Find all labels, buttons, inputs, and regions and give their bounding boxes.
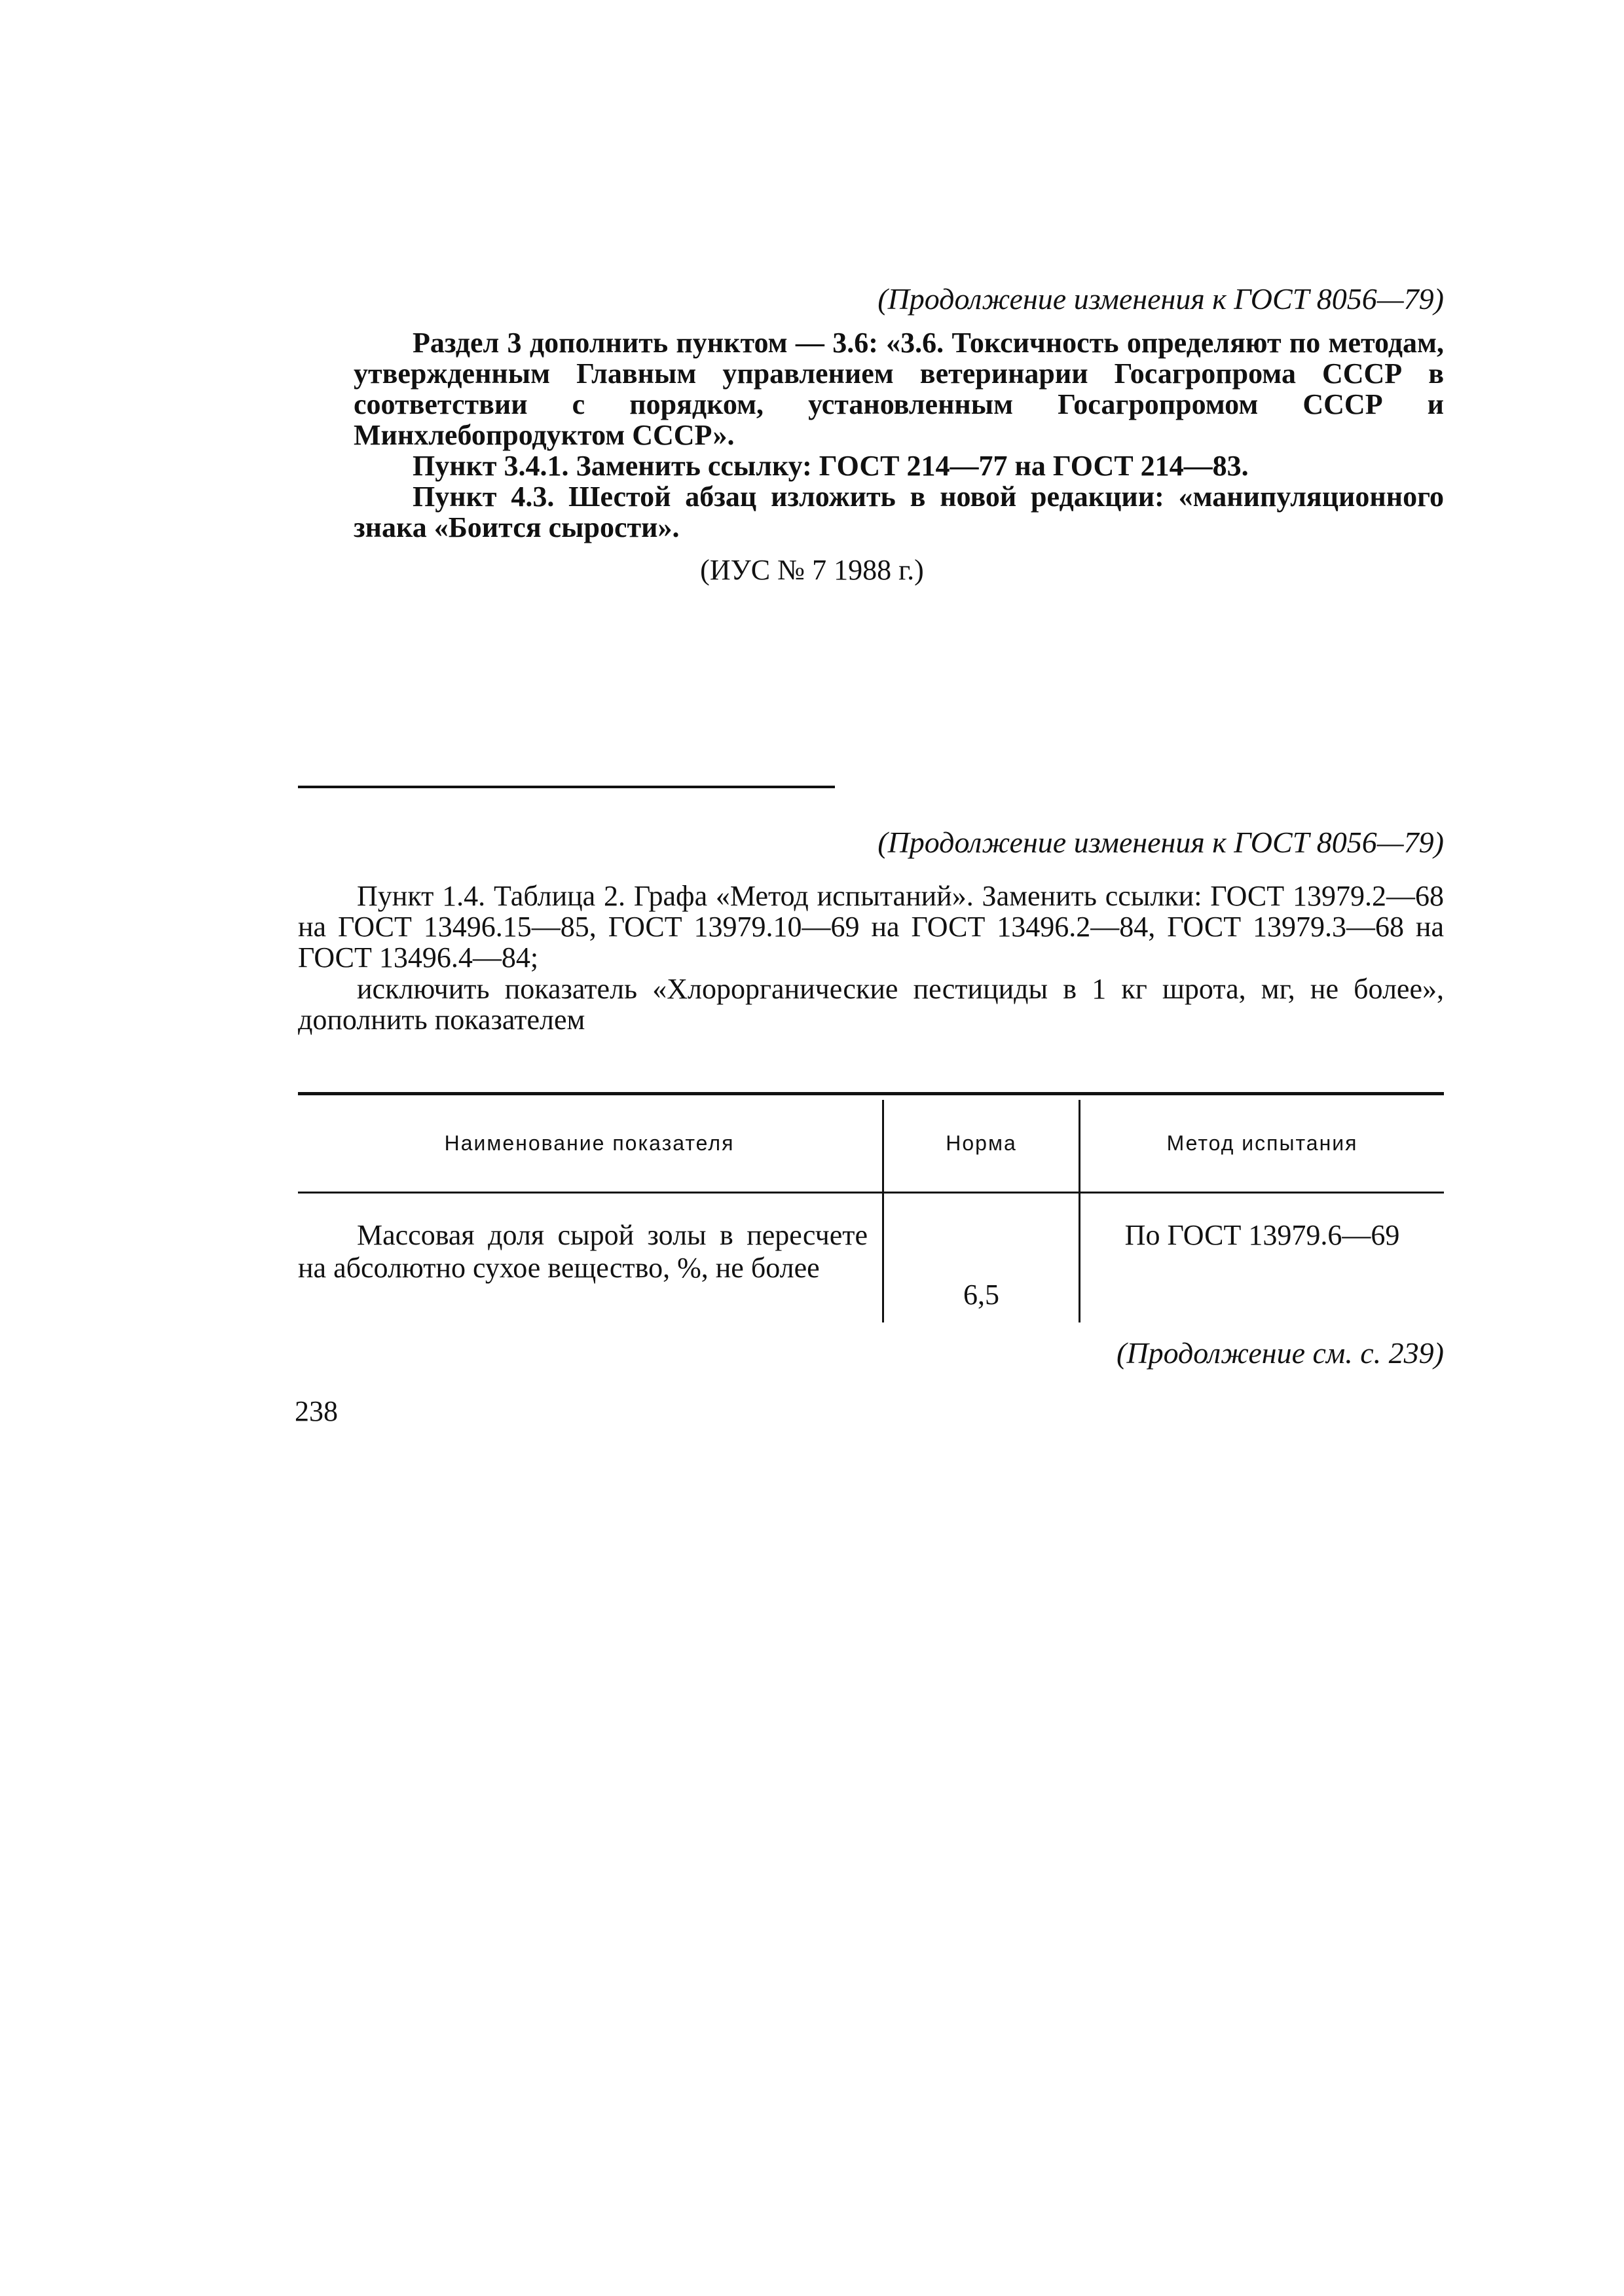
table-row-norm: 6,5 xyxy=(963,1279,999,1311)
continuation-note: (Продолжение см. с. 239) xyxy=(1116,1336,1444,1370)
amendment-1-paragraph-3: Пункт 4.3. Шестой абзац изложить в новой редакции: «манипуляционного знака «Боится сырости». xyxy=(354,481,1444,543)
table-row-name: Массовая доля сырой золы в пересчете на абсолютно сухое вещество, %, не более xyxy=(298,1219,868,1284)
amendment-1-paragraph-2: Пункт 3.4.1. Заменить ссылку: ГОСТ 214—77 на ГОСТ 214—83. xyxy=(413,450,1249,482)
continuation-header-2: (Продолжение изменения к ГОСТ 8056—79) xyxy=(877,826,1444,859)
continuation-header-1: (Продолжение изменения к ГОСТ 8056—79) xyxy=(877,282,1444,316)
table-header-method: Метод испытания xyxy=(1166,1131,1358,1155)
amendment-2-paragraph-1: Пункт 1.4. Таблица 2. Графа «Метод испытаний». Заменить ссылки: ГОСТ 13979.2—68 на ГОСТ 13496.15—85, ГОСТ 13979.10—69 на ГОСТ 13496.2—84, ГОСТ 13979.3—68 на ГОСТ 13496.4—84; xyxy=(298,880,1444,974)
table-header-rule xyxy=(298,1192,1444,1194)
amendment-1-source: (ИУС № 7 1988 г.) xyxy=(700,554,924,586)
amendment-1-paragraph-1: Раздел 3 дополнить пунктом — 3.6: «3.6. Токсичность определяют по методам, утвержденным Главным управлением ветеринарии Госагропрома СССР в соответствии с порядком, установленным Госагропромом СССР и Минхлебопродуктом СССР». xyxy=(354,327,1444,451)
page-number: 238 xyxy=(295,1395,338,1427)
amendment-2-paragraph-2: исключить показатель «Хлорорганические пестициды в 1 кг шрота, мг, не более», дополнить показателем xyxy=(298,973,1444,1036)
section-divider xyxy=(298,786,835,788)
table-header-norm: Норма xyxy=(946,1131,1017,1155)
table-row-method: По ГОСТ 13979.6—69 xyxy=(1124,1219,1400,1251)
table-top-rule xyxy=(298,1092,1444,1095)
table-header-name: Наименование показателя xyxy=(444,1131,735,1155)
